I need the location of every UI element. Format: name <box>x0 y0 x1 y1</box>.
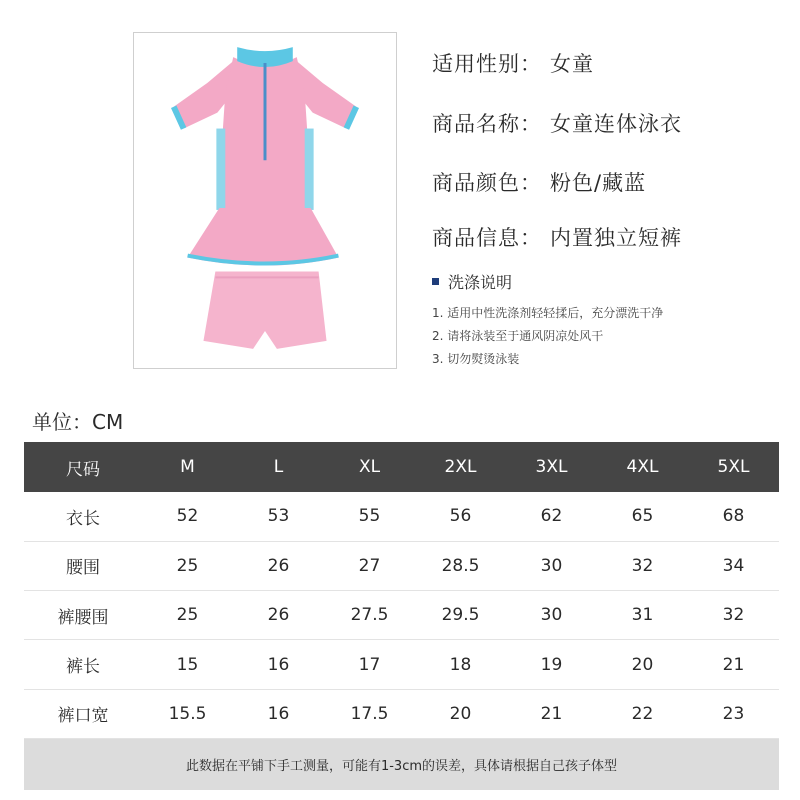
table-cell: 28.5 <box>415 541 506 590</box>
info-label: 商品信息 <box>432 226 520 250</box>
table-row <box>24 541 779 590</box>
info-separator: ： <box>520 52 542 76</box>
table-cell: 21 <box>688 640 779 689</box>
swimsuit-illustration <box>134 33 396 368</box>
table-cell: 21 <box>506 689 597 738</box>
table-footnote: 此数据在平铺下手工测量，可能有1-3cm的误差，具体请根据自己孩子体型 <box>24 739 779 790</box>
header-cell: 3XL <box>506 442 597 492</box>
info-label: 商品颜色 <box>432 171 520 195</box>
table-cell: 20 <box>597 640 688 689</box>
wash-item: 2. 请将泳装至于通风阴凉处风干 <box>432 329 604 343</box>
table-cell: 17.5 <box>324 689 415 738</box>
skirt <box>188 208 339 266</box>
table-cell: 30 <box>506 591 597 640</box>
info-separator: ： <box>520 112 542 136</box>
table-cell: 27.5 <box>324 591 415 640</box>
product-photo <box>133 32 397 369</box>
table-cell: 25 <box>142 591 233 640</box>
table-cell: 26 <box>233 541 324 590</box>
unit-label: 单位：CM <box>32 410 124 434</box>
row-label: 腰围 <box>24 541 142 590</box>
table-cell: 25 <box>142 541 233 590</box>
table-cell: 16 <box>233 689 324 738</box>
right-side-panel <box>305 129 314 210</box>
table-cell: 62 <box>506 492 597 541</box>
table-cell: 68 <box>688 492 779 541</box>
table-cell: 15.5 <box>142 689 233 738</box>
header-cell: 尺码 <box>24 442 142 492</box>
table-cell: 27 <box>324 541 415 590</box>
header-cell: M <box>142 442 233 492</box>
table-row <box>24 591 779 640</box>
table-row <box>24 492 779 541</box>
header-cell: L <box>233 442 324 492</box>
table-cell: 30 <box>506 541 597 590</box>
info-row-gender <box>432 48 594 78</box>
table-cell: 55 <box>324 492 415 541</box>
info-value: 内置独立短裤 <box>550 226 682 250</box>
row-label: 裤腰围 <box>24 591 142 640</box>
wash-title <box>432 270 512 293</box>
table-cell: 29.5 <box>415 591 506 640</box>
header-cell: 4XL <box>597 442 688 492</box>
info-row-name <box>432 108 682 138</box>
info-separator: ： <box>520 226 542 250</box>
info-value: 粉色/藏蓝 <box>550 171 647 195</box>
row-label: 衣长 <box>24 492 142 541</box>
table-row <box>24 689 779 738</box>
left-side-panel <box>216 129 225 210</box>
wash-item: 3. 切勿熨烫泳装 <box>432 352 520 366</box>
table-cell: 31 <box>597 591 688 640</box>
table-header-row <box>24 442 779 492</box>
table-cell: 56 <box>415 492 506 541</box>
table-cell: 23 <box>688 689 779 738</box>
table-cell: 32 <box>688 591 779 640</box>
wash-title-text: 洗涤说明 <box>448 273 513 292</box>
table-cell: 19 <box>506 640 597 689</box>
table-cell: 53 <box>233 492 324 541</box>
table-footnote-row <box>24 739 779 790</box>
table-cell: 15 <box>142 640 233 689</box>
info-label: 商品名称 <box>432 112 520 136</box>
table-cell: 52 <box>142 492 233 541</box>
table-cell: 20 <box>415 689 506 738</box>
shorts <box>203 271 326 348</box>
row-label: 裤长 <box>24 640 142 689</box>
table-row <box>24 640 779 689</box>
table-cell: 18 <box>415 640 506 689</box>
info-label: 适用性别 <box>432 52 520 76</box>
table-cell: 16 <box>233 640 324 689</box>
header-cell: XL <box>324 442 415 492</box>
table-cell: 22 <box>597 689 688 738</box>
info-row-color <box>432 167 646 197</box>
table-cell: 65 <box>597 492 688 541</box>
table-cell: 34 <box>688 541 779 590</box>
info-row-detail <box>432 222 682 252</box>
wash-item: 1. 适用中性洗涤剂轻轻揉后，充分漂洗干净 <box>432 306 664 320</box>
info-value: 女童连体泳衣 <box>550 112 682 136</box>
header-cell: 5XL <box>688 442 779 492</box>
info-separator: ： <box>520 171 542 195</box>
table-cell: 17 <box>324 640 415 689</box>
info-value: 女童 <box>550 52 594 76</box>
table-cell: 26 <box>233 591 324 640</box>
size-table <box>24 442 779 790</box>
table-cell: 32 <box>597 541 688 590</box>
row-label: 裤口宽 <box>24 689 142 738</box>
header-cell: 2XL <box>415 442 506 492</box>
square-bullet-icon <box>432 278 439 285</box>
